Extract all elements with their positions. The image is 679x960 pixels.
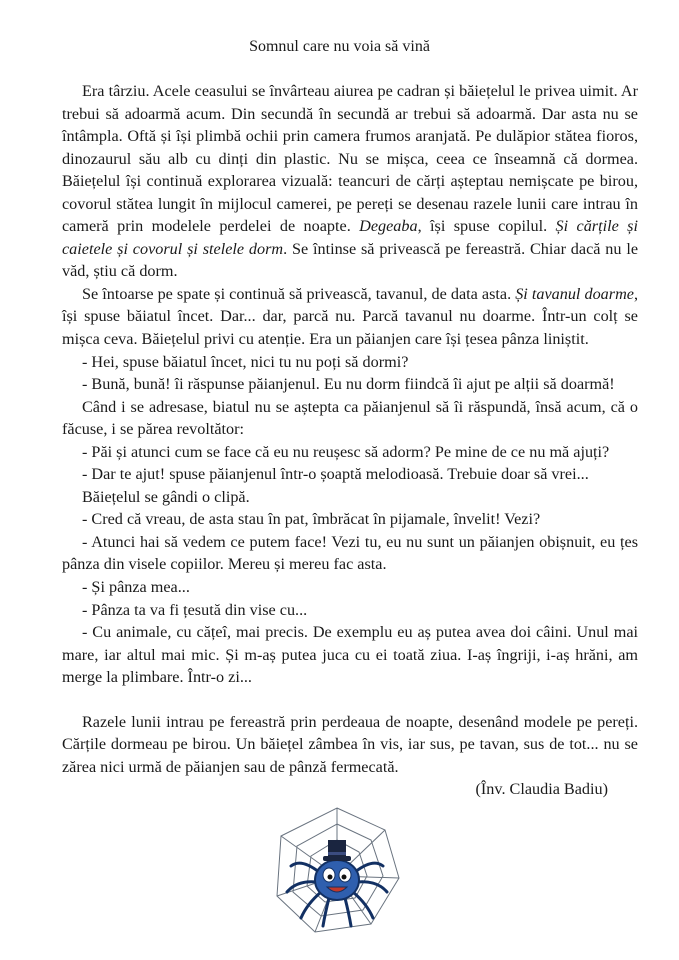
paragraph-1: Era târziu. Acele ceasului se învârteau aiurea pe cadran și băiețelul le privea uimit. Ar trebui să adoarmă acum. Din secundă în secundă ar trebui să adoarmă. Dar asta nu se întâmpla. Oftă și își plimbă ochii prin camera frumos aranjată. Pe dulăpior stătea fioros, dinozaurul său alb cu dinți din plastic. Nu se mișca, ceea ce înseamnă că dormea. Băiețelul își continuă explorarea vizuală: teancuri de cărți așteptau nemișcate pe birou, covorul stătea lungit în mijlocul camerei, pe pereți se desenau razele lunii care intrau în cameră prin modelele perdelei de noapte. Degeaba, își spuse copilul. Și cărțile și caietele și covorul și stelele dorm. Se întinse să privească pe fereastră. Chiar dacă nu le văd, știu că dorm. [62,82,639,281]
top-hat-icon [323,840,351,861]
paragraph-spacer [62,689,638,711]
italic-phrase: Degeaba [359,217,418,236]
dialogue-line: - Păi și atunci cum se face că eu nu reușesc să adorm? Pe mine de ce nu mă ajuți? [82,442,610,461]
spider-on-web-icon [267,800,407,940]
dialogue-line: - Bună, bună! îi răspunse păianjenul. Eu nu dorm fiindcă îi ajut pe alții să doarmă! [82,375,615,394]
italic-phrase: Și cărțile și caietele și covorul și stelele dorm [62,217,638,258]
page-title: Somnul care nu voia să vină [249,38,430,55]
dialogue-line: - Cred că vreau, de asta stau în pat, îmbrăcat în pijamale, învelit! Vezi? [82,510,541,529]
italic-phrase: Și tavanul doarme [515,284,634,303]
author-signature: (Înv. Claudia Badiu) [475,780,608,799]
dialogue-line: - Atunci hai să vedem ce putem face! Vezi tu, eu nu sunt un păianjen obișnuit, eu țes pânza din visele copiilor. Mereu și mereu fac asta. [62,532,638,574]
dialogue-line: Băiețelul se gândi o clipă. [82,487,250,506]
story-body [62,80,638,801]
dialogue-line: - Cu animale, cu cățeî, mai precis. De exemplu eu aș putea avea doi câini. Unul mai mare, iar altul mai mic. Și m-aș putea juca cu ei toată ziua. I-aș îngriji, i-aș hrăni, am merge la plimbare. Într-o zi... [62,623,638,687]
paragraph-2: Se întoarse pe spate și continuă să privească, tavanul, de data asta. Și tavanul doarme, își spuse băiatul încet. Dar... dar, parcă nu. Parcă tavanul nu doarme. Într-un colț se mișca ceva. Băiețelul privi cu atenție. Era un păianjen care își țesea pânza liniștit. [62,284,639,349]
dialogue-line: Când i se adresase, biatul nu se aștepta ca păianjenul să îi răspundă, însă acum, că o făcuse, i se părea revoltător: [62,397,638,439]
dialogue-line: - Hei, spuse băiatul încet, nici tu nu poți să dormi? [82,352,409,371]
dialogue-line: - Pânza ta va fi țesută din vise cu... [82,600,308,619]
closing-paragraph: Razele lunii intrau pe fereastră prin perdeaua de noapte, desenând modele pe pereți. Cărțile dormeau pe birou. Un băiețel zâmbea în vis, iar sus, pe tavan, sus de tot... nu se zărea nici urmă de păianjen sau de pânză fermecată. [62,712,638,776]
spider-body [315,860,359,900]
dialogue-line: - Și pânza mea... [82,578,190,597]
dialogue-line: - Dar te ajut! spuse păianjenul într-o șoaptă melodioasă. Trebuie doar să vrei... [82,465,589,484]
